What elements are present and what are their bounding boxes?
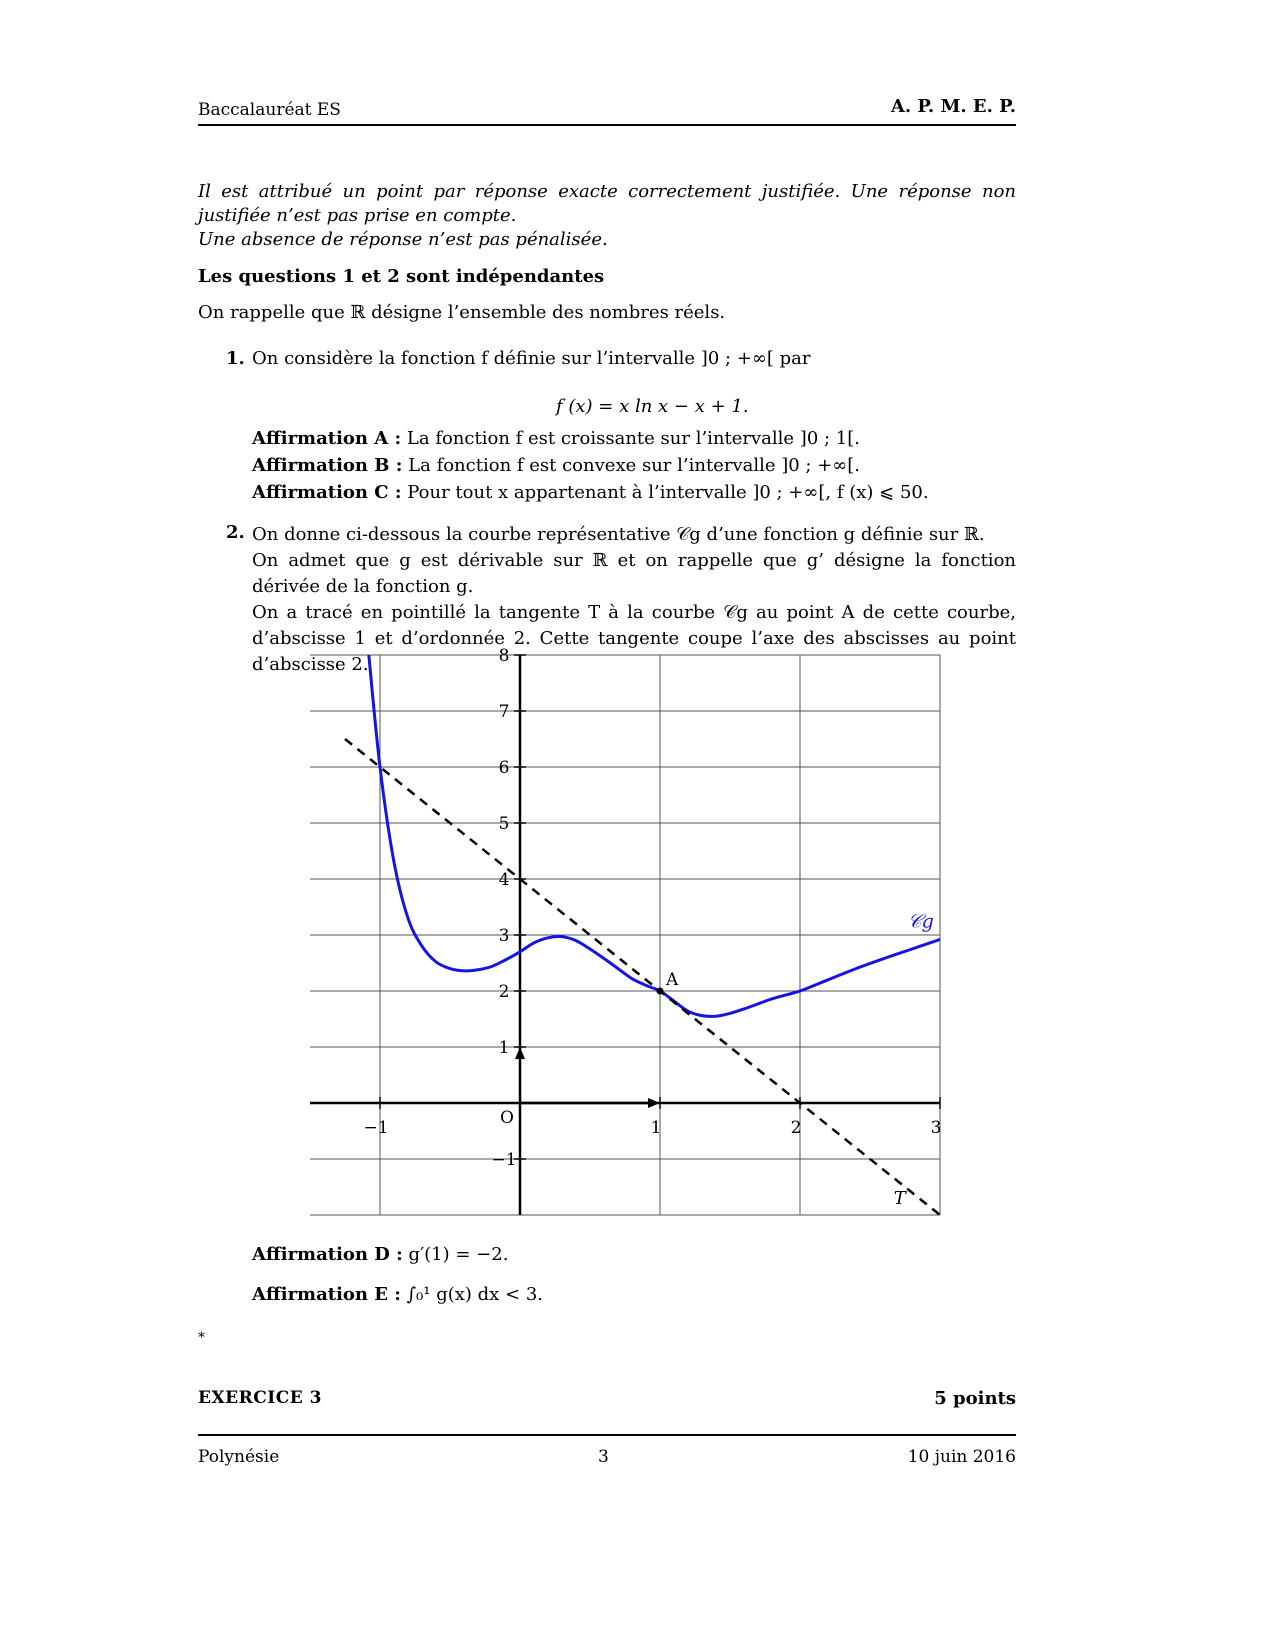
affirmation-d-text: g′(1) = −2. — [408, 1244, 509, 1265]
tick-labels — [363, 646, 941, 1170]
question-1 — [226, 348, 811, 369]
affirmation-e — [252, 1284, 543, 1305]
y-tick-label: −1 — [491, 1150, 517, 1170]
point-A-marker — [657, 988, 664, 995]
footer-rule — [198, 1434, 1016, 1436]
affirmation-b — [252, 455, 860, 476]
y-tick-label: 8 — [498, 646, 510, 666]
subheading: Les questions 1 et 2 sont indépendantes — [198, 266, 605, 287]
curve-label-Cg: 𝒞g — [907, 910, 934, 933]
question-2-p1: On donne ci-dessous la courbe représentative 𝒞g d’une fonction g définie sur ℝ. — [252, 524, 985, 545]
affirmation-d-label: Affirmation D : — [252, 1244, 403, 1265]
y-tick-label: 4 — [498, 870, 510, 890]
x-tick-label: 3 — [930, 1118, 942, 1138]
x-tick-label: −1 — [363, 1118, 389, 1138]
affirmation-e-label: Affirmation E : — [252, 1284, 401, 1305]
grid-lines — [310, 655, 940, 1215]
affirmation-e-text: ∫₀¹ g(x) dx < 3. — [406, 1284, 544, 1305]
intro-line-1: Il est attribué un point par réponse exacte correctement justifiée. Une réponse non justifiée n’est pas prise en compte. — [198, 181, 1016, 226]
affirmation-a-label: Affirmation A : — [252, 428, 402, 449]
y-tick-label: 1 — [498, 1038, 510, 1058]
header-right: A. P. M. E. P. — [890, 96, 1016, 117]
footer-date: 10 juin 2016 — [907, 1447, 1016, 1467]
header-rule — [198, 124, 1016, 126]
affirmation-c-text: Pour tout x appartenant à l’intervalle ]0 ; +∞[, f (x) ⩽ 50. — [407, 482, 929, 503]
affirmation-b-label: Affirmation B : — [252, 455, 403, 476]
page-number: 3 — [598, 1447, 609, 1467]
intro-instructions — [198, 180, 1016, 252]
affirmation-d — [252, 1244, 508, 1265]
y-tick-label: 6 — [498, 758, 510, 778]
y-tick-label: 3 — [498, 926, 510, 946]
question-1-text: On considère la fonction f définie sur l’intervalle ]0 ; +∞[ par — [252, 348, 811, 369]
affirmation-b-text: La fonction f est convexe sur l’intervalle ]0 ; +∞[. — [408, 455, 861, 476]
x-tick-label: 2 — [790, 1118, 802, 1138]
affirmation-a-text: La fonction f est croissante sur l’intervalle ]0 ; 1[. — [406, 428, 860, 449]
question-2-number-wrap — [226, 522, 245, 543]
affirmation-c — [252, 482, 929, 503]
question-1-number: 1. — [226, 348, 245, 369]
exercise-points: 5 points — [934, 1388, 1016, 1409]
footer-left: Polynésie — [198, 1447, 280, 1467]
separator-star: * — [198, 1330, 205, 1346]
curve-Cg — [369, 655, 940, 1016]
unit-vector-i-arrow — [648, 1098, 660, 1108]
tangent-line-T — [345, 739, 940, 1215]
question-1-formula: f (x) = x ln x − x + 1. — [556, 396, 749, 417]
exercise-title: EXERCICE 3 — [198, 1388, 322, 1408]
reminder: On rappelle que ℝ désigne l’ensemble des nombres réels. — [198, 302, 726, 323]
question-2-p3: On a tracé en pointillé la tangente T à la courbe 𝒞g au point A de cette courbe, d’abscisse 1 et d’ordonnée 2. Cette tangente coupe l’axe des abscisses au point d’abscisse 2. — [252, 602, 1016, 675]
affirmation-a — [252, 428, 860, 449]
affirmation-c-label: Affirmation C : — [252, 482, 402, 503]
question-2-p2: On admet que g est dérivable sur ℝ et on rappelle que g’ désigne la fonction dérivée de la fonction g. — [252, 550, 1016, 597]
x-tick-label: 1 — [650, 1118, 662, 1138]
point-A-label: A — [666, 970, 679, 990]
origin-label: O — [500, 1108, 514, 1128]
function-graph — [300, 645, 960, 1225]
header-left: Baccalauréat ES — [198, 100, 341, 120]
y-tick-label: 2 — [498, 982, 510, 1002]
unit-vector-j-arrow — [515, 1047, 525, 1059]
y-tick-label: 7 — [498, 702, 510, 722]
question-2-number: 2. — [226, 522, 245, 543]
tangent-label-T: T — [893, 1187, 906, 1209]
y-tick-label: 5 — [498, 814, 510, 834]
intro-line-2: Une absence de réponse n’est pas pénalisée. — [198, 229, 608, 250]
